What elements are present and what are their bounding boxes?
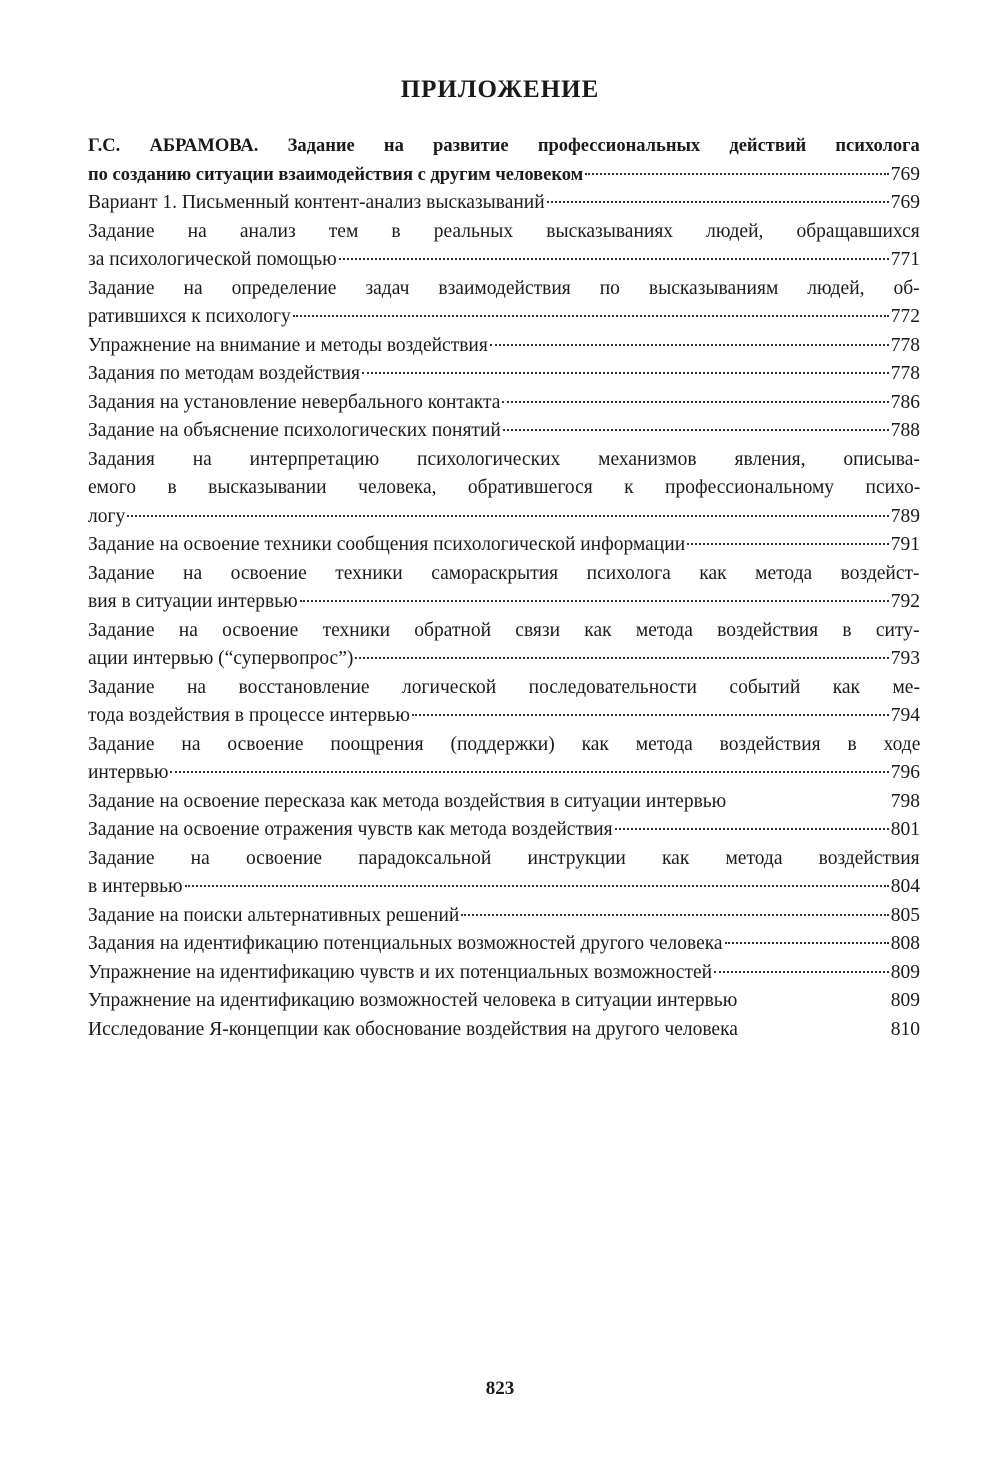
toc-entry-line	[88, 816, 920, 845]
toc-entry-line	[88, 218, 920, 247]
toc-page-number: 772	[890, 306, 920, 327]
toc-entry-text: Задания на установление невербального контакта	[88, 391, 501, 413]
toc-entry-line	[88, 389, 920, 418]
toc-entry-line	[88, 531, 920, 560]
toc-entry-text: Задания на идентификацию потенциальных возможностей другого человека	[88, 933, 723, 954]
toc-entry-line	[88, 275, 920, 304]
toc-entry-text: Задания по методам воздействия	[88, 363, 360, 384]
toc-page-number: 793	[890, 648, 920, 669]
toc-entry-line	[88, 788, 920, 817]
toc-entry-line	[88, 474, 920, 503]
toc-entry-text: Вариант 1. Письменный контент-анализ высказываний	[88, 192, 545, 213]
toc-entry	[88, 275, 920, 332]
toc-page-number: 791	[890, 534, 920, 555]
toc-page-number: 792	[890, 591, 920, 612]
toc-entry-text: Задание на объяснение психологических понятий	[88, 420, 501, 441]
toc-entry	[88, 1016, 920, 1045]
toc-leader-dots	[502, 401, 888, 403]
toc-entry-line	[88, 560, 920, 589]
toc-entry	[88, 987, 920, 1016]
toc-entry	[88, 560, 920, 617]
toc-leader-dots	[615, 828, 889, 830]
toc-entry-line	[88, 845, 920, 874]
toc-entry	[88, 845, 920, 902]
toc-entry-text: Задание на освоение отражения чувств как метода воздействия	[88, 819, 613, 840]
toc-entry-line	[88, 161, 920, 190]
toc-entry-line	[88, 189, 920, 218]
toc-entry-line	[88, 987, 920, 1016]
toc-entry-text: Задание на анализ тем в реальных высказываниях людей, обращавшихся	[88, 220, 920, 242]
toc-entry-text: Задание на освоение парадоксальной инструкции как метода воздействия	[88, 847, 920, 869]
toc-entry-line	[88, 930, 920, 959]
toc-leader-dots	[503, 429, 889, 431]
page-number: 823	[485, 1378, 515, 1399]
toc-entry-text: Задание на определение задач взаимодействия по высказываниям людей, об-	[88, 277, 920, 299]
toc-entry-line	[88, 873, 920, 902]
toc-page-number: 798	[890, 790, 920, 812]
toc-entry-text: Исследование Я-концепции как обоснование воздействия на другого человека	[88, 1018, 738, 1040]
toc-page-number: 786	[890, 391, 920, 413]
toc-entry-text: Упражнение на идентификацию возможностей человека в ситуации интервью	[88, 990, 738, 1011]
toc-entry-line	[88, 417, 920, 446]
toc-entry	[88, 332, 920, 361]
toc-page-number: 805	[890, 904, 920, 926]
toc-leader-dots	[490, 344, 889, 346]
toc-entry-text: логу	[88, 505, 126, 527]
toc-page-number: 794	[890, 705, 920, 726]
toc-entry-line	[88, 731, 920, 760]
toc-leader-dots	[300, 600, 889, 602]
toc-page-number: 769	[890, 163, 920, 185]
toc-entry-text: по созданию ситуации взаимодействия с другим человеком	[88, 164, 584, 185]
toc-entry	[88, 731, 920, 788]
toc-page-number: 804	[890, 876, 920, 897]
toc-entry	[88, 132, 920, 189]
toc-entry-text: Упражнение на внимание и методы воздействия	[88, 334, 488, 356]
toc-leader-dots	[725, 942, 889, 944]
toc-entry-text: Задание на восстановление логической последовательности событий как ме-	[88, 676, 920, 698]
toc-entry-line	[88, 246, 920, 275]
toc-page-number: 810	[890, 1018, 920, 1040]
toc-entry-text: Задание на поиски альтернативных решений	[88, 904, 460, 926]
toc-entry	[88, 360, 920, 389]
toc-leader-dots	[412, 714, 889, 716]
toc-entry-line	[88, 959, 920, 988]
toc-entry	[88, 816, 920, 845]
toc-entry-line	[88, 645, 920, 674]
toc-page-number: 769	[890, 192, 920, 213]
toc-entry-line	[88, 674, 920, 703]
toc-page-number: 808	[890, 933, 920, 954]
toc-entry-line	[88, 332, 920, 361]
toc-entry-line	[88, 303, 920, 332]
toc-entry-line	[88, 360, 920, 389]
toc-entry	[88, 788, 920, 817]
toc-entry	[88, 617, 920, 674]
toc-entry-text: в интервью	[88, 876, 183, 897]
toc-entry-line	[88, 588, 920, 617]
toc-entry	[88, 531, 920, 560]
toc-entry	[88, 417, 920, 446]
toc-entry-text: Задание на освоение поощрения (поддержки) как метода воздействия в ходе	[88, 733, 921, 755]
toc-page-number: 801	[890, 819, 920, 840]
toc-entry-line	[88, 759, 920, 788]
toc-page-number: 809	[890, 990, 920, 1011]
toc-entry-text: емого в высказывании человека, обратившегося к профессиональному психо-	[88, 477, 921, 498]
toc-leader-dots	[293, 315, 889, 317]
toc-entry-text: ации интервью (“супервопрос”)	[88, 648, 354, 669]
toc-entry	[88, 189, 920, 218]
toc-entry	[88, 902, 920, 931]
toc-entry-text: за психологической помощью	[88, 249, 337, 270]
toc-entry-text: тода воздействия в процессе интервью	[88, 705, 410, 726]
toc-entry	[88, 674, 920, 731]
toc-entry-text: ратившихся к психологу	[88, 306, 291, 327]
toc-page-number: 796	[890, 762, 920, 783]
page-title: ПРИЛОЖЕНИЕ	[400, 76, 600, 103]
toc-entry-text: Задание на освоение пересказа как метода воздействия в ситуации интервью	[88, 790, 727, 812]
toc-entry-line	[88, 702, 920, 731]
toc-entry-text: Задание на освоение техники сообщения психологической информации	[88, 534, 686, 555]
toc-leader-dots	[547, 201, 889, 203]
toc-page-number: 771	[890, 249, 920, 270]
toc-leader-dots	[185, 885, 889, 887]
toc-entry-line	[88, 1016, 920, 1045]
toc-leader-dots	[687, 543, 889, 545]
toc-page-number: 809	[890, 961, 920, 983]
toc-entry-text: интервью	[88, 762, 169, 783]
toc-page-number: 788	[890, 420, 920, 441]
toc-entry-text: Задания на интерпретацию психологических механизмов явления, описыва-	[88, 448, 920, 470]
toc-entry-line	[88, 446, 920, 475]
toc-leader-dots	[339, 258, 889, 260]
toc-entry	[88, 959, 920, 988]
table-of-contents	[88, 132, 920, 1044]
toc-page-number: 778	[890, 363, 920, 384]
toc-page-number: 778	[890, 334, 920, 356]
toc-entry-line	[88, 503, 920, 532]
toc-entry	[88, 446, 920, 532]
toc-leader-dots	[127, 515, 889, 517]
toc-entry	[88, 930, 920, 959]
toc-entry-text: Г.С. АБРАМОВА. Задание на развитие профессиональных действий психолога	[88, 136, 920, 156]
toc-leader-dots	[170, 771, 888, 773]
toc-leader-dots	[461, 914, 888, 916]
toc-leader-dots	[714, 971, 889, 973]
toc-entry-line	[88, 132, 920, 161]
toc-leader-dots	[355, 657, 888, 659]
toc-leader-dots	[585, 173, 888, 175]
toc-entry	[88, 389, 920, 418]
toc-entry	[88, 218, 920, 275]
toc-page-number: 789	[890, 505, 920, 527]
toc-entry-text: вия в ситуации интервью	[88, 591, 298, 612]
toc-entry-text: Задание на освоение техники самораскрытия психолога как метода воздейст-	[88, 562, 920, 584]
toc-leader-dots	[362, 372, 889, 374]
toc-entry-text: Задание на освоение техники обратной связи как метода воздействия в ситу-	[88, 619, 920, 641]
toc-entry-line	[88, 617, 920, 646]
toc-entry-text: Упражнение на идентификацию чувств и их потенциальных возможностей	[88, 961, 713, 983]
toc-entry-line	[88, 902, 920, 931]
